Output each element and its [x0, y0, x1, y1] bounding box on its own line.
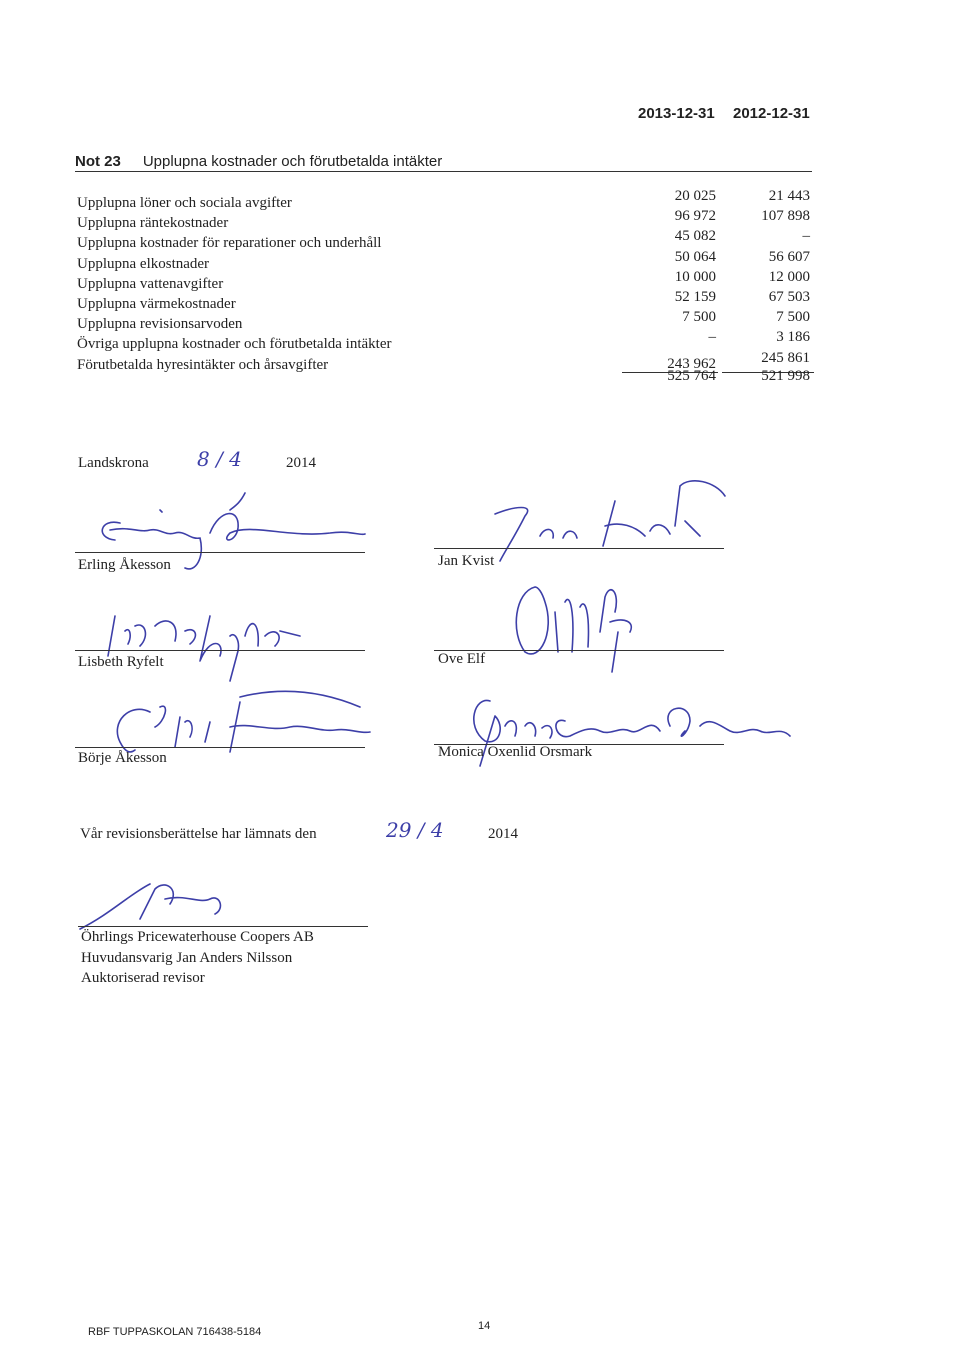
signatory-name: Börje Åkesson: [78, 750, 167, 766]
value-2012: 7 500: [776, 309, 810, 326]
total-2012: 521 998: [761, 368, 810, 384]
value-2012: 245 861: [761, 349, 810, 366]
column-header-2012: 2012-12-31: [733, 105, 810, 122]
row-label: Förutbetalda hyresintäkter och årsavgifter: [77, 356, 329, 373]
value-2013: 45 082: [674, 228, 716, 245]
signature-line-erling: [75, 552, 365, 553]
monica-signature: [460, 686, 800, 776]
auditor-person: Huvudansvarig Jan Anders Nilsson: [81, 949, 293, 966]
signature-line-lisbeth: [75, 650, 365, 651]
row-label: Upplupna löner och sociala avgifter: [77, 195, 292, 211]
value-2012: 21 443: [768, 188, 810, 204]
signatory-name: Jan Kvist: [438, 553, 495, 569]
value-2013: 7 500: [682, 309, 716, 326]
row-label: Upplupna revisionsarvoden: [77, 316, 243, 333]
column-header-2013: 2013-12-31: [638, 105, 715, 122]
total-2013: 525 764: [667, 368, 716, 384]
signatory-name: Ove Elf: [438, 651, 486, 667]
auditor-role: Auktoriserad revisor: [81, 970, 205, 986]
value-2012: 67 503: [768, 289, 810, 306]
row-label: Övriga upplupna kostnader och förutbetalda intäkter: [77, 336, 392, 353]
note-title: Upplupna kostnader och förutbetalda intäkter: [142, 153, 443, 170]
value-2013: –: [708, 329, 716, 346]
auditor-block: [81, 927, 314, 989]
auditor-firm: Öhrlings Pricewaterhouse Coopers AB: [81, 929, 314, 945]
note-divider: [75, 171, 812, 172]
value-2012: –: [802, 228, 810, 245]
auditor-signature: [70, 874, 250, 934]
value-2012: 56 607: [768, 248, 810, 265]
audit-handwritten-date: 29 / 4: [386, 818, 444, 842]
row-label: Upplupna kostnader för reparationer och underhåll: [77, 235, 382, 252]
note-heading: [75, 153, 442, 170]
value-2013: 10 000: [674, 268, 716, 285]
value-2013: 50 064: [674, 248, 716, 265]
values-2013: [600, 186, 716, 374]
lisbeth-signature: [100, 596, 320, 686]
note-number: Not 23: [75, 153, 121, 170]
value-2012: 12 000: [768, 268, 810, 285]
page-number: 14: [478, 1320, 491, 1332]
ove-elf-signature: [500, 572, 650, 682]
row-label: Upplupna elkostnader: [77, 255, 210, 272]
signatory-name: Erling Åkesson: [78, 557, 171, 573]
row-label: Upplupna vattenavgifter: [77, 275, 224, 292]
row-label: Upplupna räntekostnader: [77, 215, 229, 232]
jan-kvist-signature: [485, 466, 735, 586]
value-2013: 52 159: [674, 289, 716, 306]
value-2013: 96 972: [674, 208, 716, 225]
value-2012: 107 898: [761, 208, 810, 225]
signatory-name: Monica Oxenlid Orsmark: [438, 744, 593, 760]
row-label: Upplupna värmekostnader: [77, 296, 236, 313]
place-year: 2014: [286, 455, 316, 471]
audit-year: 2014: [488, 826, 518, 842]
row-labels: [77, 193, 391, 375]
signatory-name: Lisbeth Ryfelt: [78, 654, 164, 670]
handwritten-date: 8 / 4: [197, 447, 242, 471]
signature-line-jan: [434, 548, 724, 549]
signature-line-borje: [75, 747, 365, 748]
value-2013: 20 025: [674, 188, 716, 204]
place-city: Landskrona: [78, 455, 149, 471]
footer-org: RBF TUPPASKOLAN 716438-5184: [88, 1326, 262, 1338]
values-2012: [700, 186, 810, 368]
value-2013: 243 962: [667, 355, 716, 372]
value-2012: 3 186: [776, 329, 810, 346]
audit-statement: Vår revisionsberättelse har lämnats den: [80, 826, 317, 842]
